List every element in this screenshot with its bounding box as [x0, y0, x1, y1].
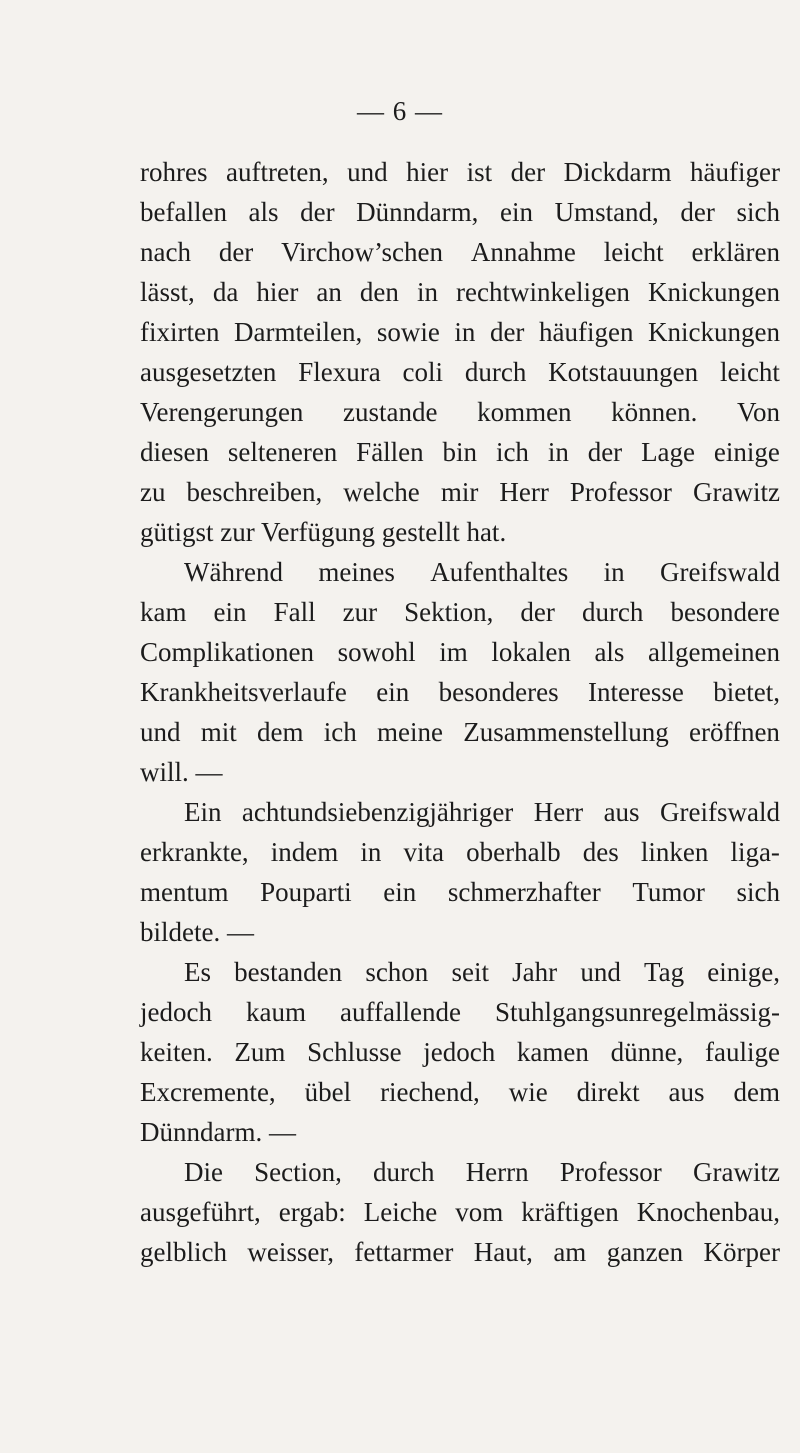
word: keiten. [140, 1037, 213, 1067]
word: ein [213, 597, 247, 627]
word: dem [257, 717, 304, 747]
word: vita [403, 837, 445, 867]
word: seit [451, 957, 489, 987]
text-line [140, 352, 780, 392]
word: und [347, 157, 388, 187]
word: aus [668, 1077, 705, 1107]
word: in [454, 317, 476, 347]
word: Haut, [473, 1237, 533, 1267]
word: lokalen [491, 637, 571, 667]
word: durch [464, 357, 527, 387]
word: durch [373, 1157, 435, 1187]
text-line [140, 712, 780, 752]
text-line [140, 1072, 780, 1112]
word: auftreten, [225, 157, 329, 187]
word: einige, [707, 957, 780, 987]
word: an [316, 277, 342, 307]
word: da [212, 277, 239, 307]
word: sich [736, 877, 780, 907]
word: Darmteilen, [234, 317, 363, 347]
word: den [359, 277, 399, 307]
text-line [140, 632, 780, 672]
text-line [140, 152, 780, 192]
word: gelblich [140, 1237, 227, 1267]
word: aus [603, 797, 640, 827]
text-line [140, 472, 780, 512]
word: kam [140, 597, 187, 627]
word: Pouparti [260, 877, 352, 907]
word: ganzen [606, 1237, 684, 1267]
word: in [360, 837, 382, 867]
text-line [140, 232, 780, 272]
word: Sektion, [404, 597, 494, 627]
word: eröffnen [688, 717, 780, 747]
word: zustande [343, 397, 438, 427]
text-line [140, 832, 780, 872]
word: der [680, 197, 715, 227]
word: liga- [730, 837, 780, 867]
body-text [140, 152, 780, 1272]
word: erklären [691, 237, 780, 267]
word: Dickdarm [563, 157, 672, 187]
word: kommen [477, 397, 572, 427]
word: Von [736, 397, 780, 427]
word: schon [365, 957, 429, 987]
word: Knochenbau, [636, 1197, 780, 1227]
word: Stuhlgangsunregelmässig- [495, 997, 780, 1027]
text-line [140, 792, 780, 832]
word: jedoch [423, 1037, 496, 1067]
word: als [248, 197, 279, 227]
word: fixirten [140, 317, 220, 347]
text-line [140, 952, 780, 992]
word: mir [440, 477, 479, 507]
word: dünne, [610, 1037, 684, 1067]
word: ein [383, 877, 417, 907]
word: zu [140, 477, 166, 507]
word: Professor [569, 477, 672, 507]
word: Lage [641, 437, 696, 467]
word: Die [184, 1157, 223, 1187]
word: sowie [376, 317, 440, 347]
word: direkt [576, 1077, 640, 1107]
word: durch [581, 597, 644, 627]
word: Leiche [363, 1197, 438, 1227]
text-line: bildete. — [140, 917, 254, 947]
word: kräftigen [521, 1197, 619, 1227]
word: Fällen [356, 437, 424, 467]
word: können. [611, 397, 698, 427]
word: hier [256, 277, 299, 307]
text-line [140, 1232, 780, 1272]
text-line [140, 1192, 780, 1232]
word: Zum [234, 1037, 286, 1067]
word: dem [733, 1077, 780, 1107]
text-line [140, 1152, 780, 1192]
word: rechtwinkeligen [456, 277, 630, 307]
word: sich [736, 197, 780, 227]
word: Dünndarm, [356, 197, 479, 227]
word: ausgesetzten [140, 357, 277, 387]
word: ein [376, 677, 410, 707]
word: leicht [603, 237, 664, 267]
word: Knickungen [647, 277, 780, 307]
word: leicht [719, 357, 780, 387]
word: Complikationen [140, 637, 314, 667]
word: Tag [643, 957, 685, 987]
word: nach [140, 237, 191, 267]
word: Flexura [298, 357, 381, 387]
word: achtundsiebenzigjähriger [241, 797, 514, 827]
word: Herr [499, 477, 549, 507]
word: einige [713, 437, 780, 467]
word: am [553, 1237, 587, 1267]
page-number-header: — 6 — [357, 96, 443, 126]
word: mit [200, 717, 237, 747]
word: übel [304, 1077, 352, 1107]
word: ausgeführt, [140, 1197, 261, 1227]
word: und [140, 717, 181, 747]
word: Kotstauungen [548, 357, 699, 387]
word: ist [466, 157, 493, 187]
word: Fall [273, 597, 316, 627]
word: Herr [533, 797, 584, 827]
word: kaum [246, 997, 307, 1027]
word: selteneren [227, 437, 338, 467]
word: Umstand, [554, 197, 659, 227]
word: Aufenthaltes [430, 557, 569, 587]
word: faulige [704, 1037, 780, 1067]
word: und [580, 957, 621, 987]
word: Annahme [470, 237, 576, 267]
word: Virchow’schen [281, 237, 444, 267]
text-line [140, 592, 780, 632]
word: Herrn [465, 1157, 529, 1187]
word: Section, [254, 1157, 342, 1187]
text-line: Dünndarm. — [140, 1117, 296, 1147]
word: befallen [140, 197, 227, 227]
word: linken [640, 837, 709, 867]
word: kamen [516, 1037, 589, 1067]
word: zur [342, 597, 378, 627]
text-line [140, 552, 780, 592]
word: besonderes [438, 677, 559, 707]
word: coli [402, 357, 444, 387]
word: ich [495, 437, 529, 467]
text-line [140, 392, 780, 432]
word: Ein [184, 797, 222, 827]
text-line [140, 872, 780, 912]
word: Grawitz [692, 477, 780, 507]
word: auffallende [340, 997, 461, 1027]
word: indem [270, 837, 339, 867]
word: Körper [703, 1237, 780, 1267]
word: oberhalb [466, 837, 561, 867]
word: in [547, 437, 569, 467]
word: häufiger [690, 157, 780, 187]
text-line [140, 312, 780, 352]
word: riechend, [380, 1077, 480, 1107]
word: Knickungen [648, 317, 780, 347]
word: bin [442, 437, 478, 467]
text-line [140, 672, 780, 712]
word: Excremente, [140, 1077, 276, 1107]
word: fettarmer [354, 1237, 454, 1267]
word: welche [343, 477, 420, 507]
word: beschreiben, [186, 477, 323, 507]
word: Zusammenstellung [463, 717, 669, 747]
word: allgemeinen [648, 637, 780, 667]
word: diesen [140, 437, 209, 467]
word: Verengerungen [140, 397, 304, 427]
word: in [603, 557, 625, 587]
word: schmerzhafter [447, 877, 601, 907]
text-line [140, 272, 780, 312]
word: Es [184, 957, 211, 987]
text-line [140, 992, 780, 1032]
word: der [300, 197, 335, 227]
text-line [140, 432, 780, 472]
word: Interesse [587, 677, 684, 707]
text-line [140, 192, 780, 232]
word: der [520, 597, 555, 627]
word: bietet, [713, 677, 780, 707]
word: jedoch [140, 997, 212, 1027]
word: Jahr [512, 957, 558, 987]
text-line: will. — [140, 757, 223, 787]
word: als [594, 637, 625, 667]
word: hier [406, 157, 449, 187]
word: Schlusse [307, 1037, 402, 1067]
word: Greifswald [659, 797, 780, 827]
word: ich [323, 717, 357, 747]
word: im [439, 637, 468, 667]
word: meine [377, 717, 443, 747]
word: mentum [140, 877, 229, 907]
word: rohres [140, 157, 208, 187]
text-line [140, 1032, 780, 1072]
word: sowohl [337, 637, 416, 667]
word: der [587, 437, 623, 467]
word: in [416, 277, 438, 307]
word: ergab: [278, 1197, 346, 1227]
word: besondere [670, 597, 780, 627]
word: bestanden [234, 957, 343, 987]
word: Professor [559, 1157, 662, 1187]
word: Greifswald [660, 557, 780, 587]
word: Tumor [632, 877, 705, 907]
word: weisser, [247, 1237, 335, 1267]
word: lässt, [140, 277, 195, 307]
text-line: gütigst zur Verfügung gestellt hat. [140, 517, 507, 547]
word: der [218, 237, 254, 267]
word: erkrankte, [140, 837, 249, 867]
word: Krankheitsverlaufe [140, 677, 347, 707]
word: Grawitz [692, 1157, 780, 1187]
word: des [582, 837, 619, 867]
word: ein [499, 197, 533, 227]
word: Während [184, 557, 283, 587]
word: meines [318, 557, 395, 587]
word: der [510, 157, 546, 187]
word: wie [508, 1077, 548, 1107]
word: der [489, 317, 525, 347]
word: häufigen [539, 317, 634, 347]
word: vom [455, 1197, 504, 1227]
